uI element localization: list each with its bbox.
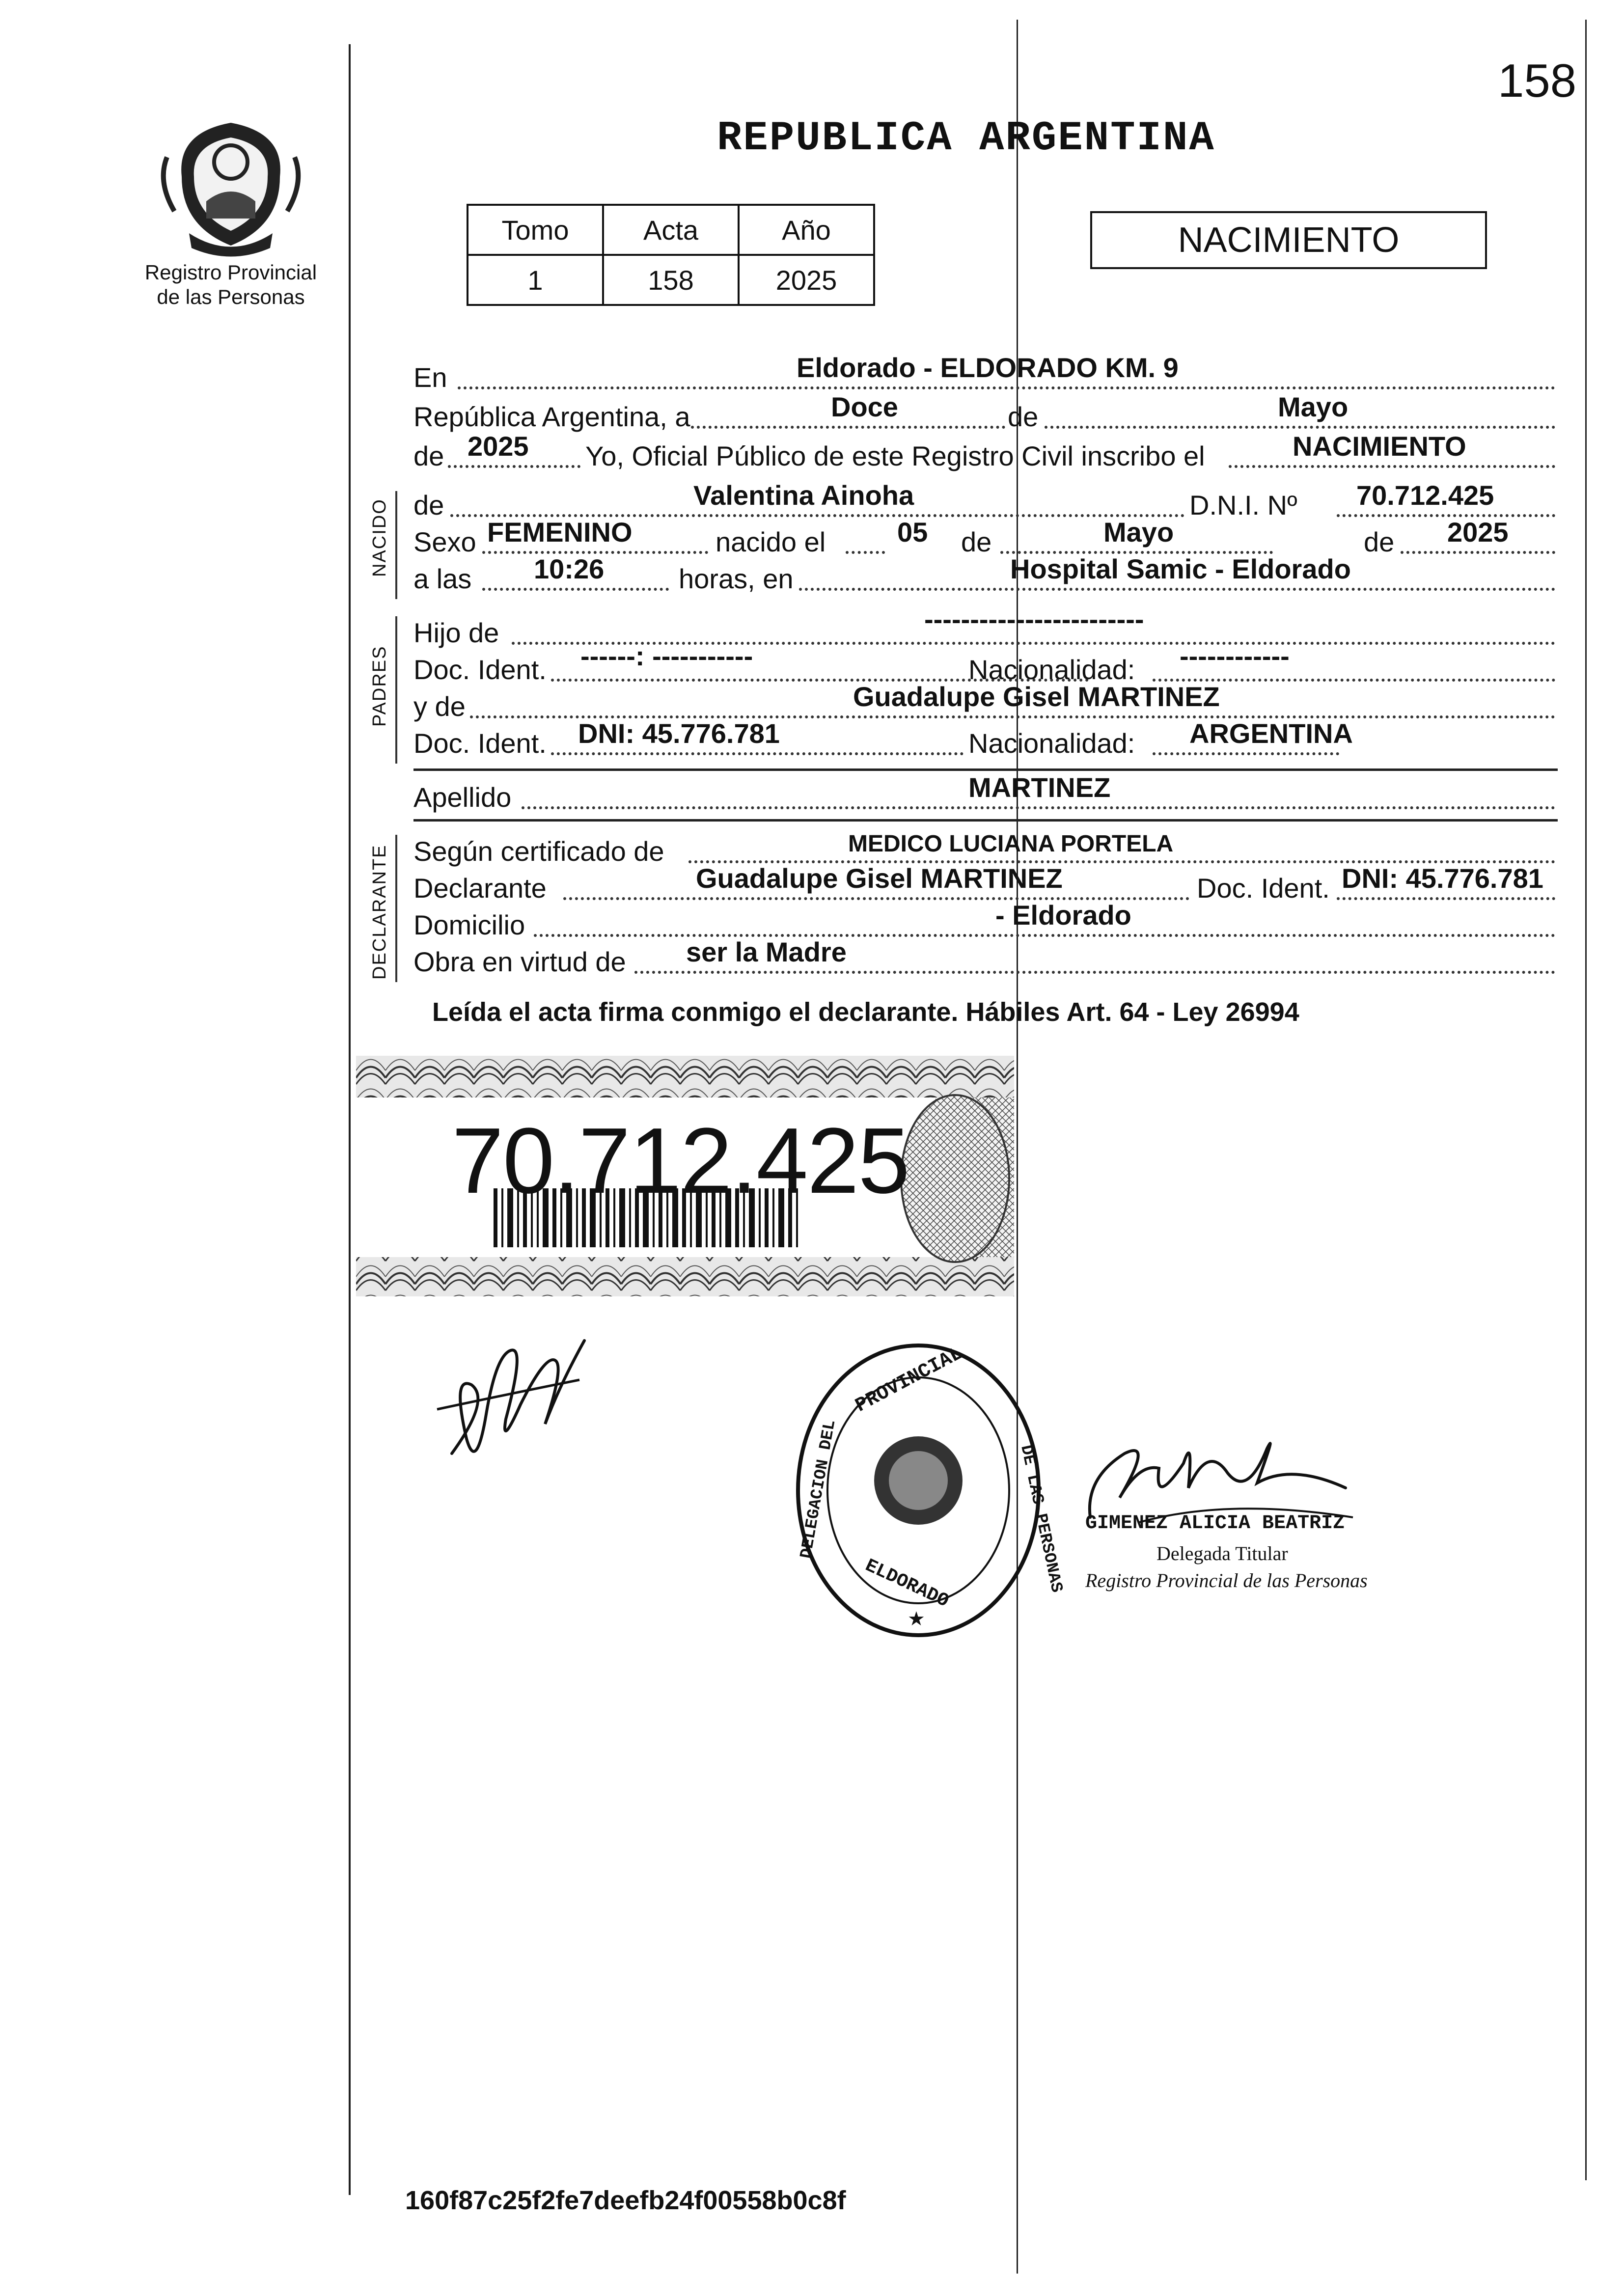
obra-value: ser la Madre — [686, 936, 847, 967]
apellido-value: MARTINEZ — [968, 772, 1111, 803]
row-hora — [413, 553, 1558, 597]
dni-value: 70.712.425 — [1356, 480, 1494, 511]
provincial-seal-logo — [147, 103, 314, 258]
document-hash: 160f87c25f2fe7deefb24f00558b0c8f — [405, 2186, 846, 2215]
registry-table-cell: 158 — [603, 255, 739, 305]
nacido-year: 2025 — [1447, 517, 1509, 548]
official-name: GIMENEZ ALICIA BEATRIZ — [1085, 1512, 1345, 1535]
obra-label: Obra en virtud de — [413, 946, 626, 977]
left-margin-line — [349, 44, 351, 2195]
apellido-label: Apellido — [413, 782, 512, 813]
svg-text:★: ★ — [908, 1608, 925, 1630]
dotted-line — [522, 806, 1555, 809]
dotted-line — [1337, 514, 1555, 517]
official-office: Registro Provincial de las Personas — [1085, 1569, 1368, 1591]
day-value: Doce — [831, 391, 898, 422]
registry-caption-line2: de las Personas — [157, 285, 305, 308]
hijo-value: ------------------------ — [924, 604, 1144, 634]
declarante-value: Guadalupe Gisel MARTINEZ — [696, 863, 1063, 894]
registry-table — [467, 204, 875, 306]
registry-table-header: Acta — [603, 205, 739, 255]
registry-caption — [128, 260, 334, 309]
alas-label: a las — [413, 563, 472, 594]
yo-text: Yo, Oficial Público de este Registro Civil inscribo el — [585, 440, 1205, 471]
apellido-separator — [413, 819, 1558, 822]
de-label: de — [1008, 401, 1039, 432]
section-label-padres: PADRES — [369, 645, 390, 727]
sticker-dni-number: 70.712.425 — [452, 1109, 909, 1213]
row-domicilio — [413, 900, 1558, 943]
en-value: Eldorado - ELDORADO KM. 9 — [797, 352, 1179, 383]
nac1-label: Nacionalidad: — [968, 654, 1135, 685]
row-apellido — [413, 772, 1558, 815]
dni-label: D.N.I. Nº — [1189, 490, 1297, 521]
section-bar-declarante — [395, 835, 397, 982]
doc1-value: ------: ----------- — [580, 640, 753, 671]
doc2-label: Doc. Ident. — [413, 728, 547, 759]
dotted-line — [1401, 551, 1555, 554]
page-number: 158 — [1498, 55, 1577, 107]
nac1-value: ------------ — [1180, 640, 1290, 671]
dotted-line — [1045, 426, 1555, 429]
nacido-de1-label: de — [961, 526, 992, 557]
row-obra — [413, 936, 1558, 980]
document-title: REPUBLICA ARGENTINA — [717, 115, 1215, 162]
row-fecha — [413, 391, 1558, 435]
yde-label: y de — [413, 691, 466, 722]
nac2-value: ARGENTINA — [1189, 718, 1353, 749]
dotted-line — [458, 386, 1555, 389]
dotted-line — [1153, 752, 1339, 755]
nac2-label: Nacionalidad: — [968, 728, 1135, 759]
section-label-declarante: DECLARANTE — [369, 844, 390, 980]
dotted-line — [1229, 465, 1555, 468]
declarant-signature — [432, 1326, 594, 1481]
nacido-de2-label: de — [1364, 526, 1395, 557]
dotted-line — [691, 426, 1005, 429]
svg-text:DE LAS PERSONAS: DE LAS PERSONAS — [1016, 1443, 1066, 1594]
section-bar-padres — [395, 616, 397, 764]
dotted-line — [634, 971, 1555, 974]
padres-separator — [413, 768, 1558, 771]
hora-value: 10:26 — [534, 553, 605, 584]
en-label: En — [413, 362, 447, 393]
row-inscripcion — [413, 431, 1558, 474]
official-title: Delegada Titular — [1156, 1542, 1288, 1564]
yde-value: Guadalupe Gisel MARTINEZ — [853, 681, 1220, 712]
dotted-line — [846, 551, 885, 554]
cert-label: Según certificado de — [413, 836, 664, 867]
nombre-label: de — [413, 490, 444, 521]
registry-table-header: Tomo — [468, 205, 603, 255]
dotted-line — [799, 588, 1555, 591]
row-declarante — [413, 863, 1558, 906]
act-type-box: NACIMIENTO — [1090, 211, 1487, 269]
dotted-line — [551, 752, 963, 755]
domicilio-label: Domicilio — [413, 909, 525, 940]
lugar-value: Hospital Samic - Eldorado — [1010, 553, 1351, 584]
registry-table-cell: 1 — [468, 255, 603, 305]
domicilio-value: - Eldorado — [995, 900, 1131, 931]
registry-table-header-row — [468, 205, 874, 255]
row-doc2 — [413, 718, 1558, 761]
dotted-line — [482, 588, 669, 591]
cert-value: MEDICO LUCIANA PORTELA — [848, 831, 1174, 857]
svg-text:ELDORADO: ELDORADO — [861, 1555, 952, 1612]
declarante-label: Declarante — [413, 873, 547, 904]
registry-table-cell: 2025 — [739, 255, 874, 305]
closing-statement: Leída el acta firma conmigo el declarante. Hábiles Art. 64 - Ley 26994 — [432, 997, 1299, 1027]
doc3-label: Doc. Ident. — [1197, 873, 1330, 904]
nacido-label: nacido el — [716, 526, 826, 557]
svg-text:DELEGACION DEL: DELEGACION DEL — [797, 1418, 840, 1560]
month-value: Mayo — [1278, 391, 1349, 422]
svg-text:PROVINCIAL: PROVINCIAL — [852, 1343, 967, 1418]
row-en — [413, 352, 1558, 395]
section-label-nacido: NACIDO — [369, 498, 390, 577]
section-bar-nacido — [395, 491, 397, 599]
doc3-value: DNI: 45.776.781 — [1342, 863, 1543, 894]
registry-table-value-row — [468, 255, 874, 305]
doc1-label: Doc. Ident. — [413, 654, 547, 685]
nacido-month: Mayo — [1103, 517, 1174, 548]
sexo-value: FEMENINO — [487, 517, 633, 548]
registry-caption-line1: Registro Provincial — [144, 261, 317, 284]
dotted-line — [448, 465, 580, 468]
hijo-label: Hijo de — [413, 617, 499, 648]
horas-label: horas, en — [679, 563, 794, 594]
nombre-value: Valentina Ainoha — [693, 480, 914, 511]
right-margin-line — [1585, 20, 1587, 2180]
registry-table-header: Año — [739, 205, 874, 255]
doc2-value: DNI: 45.776.781 — [578, 718, 780, 749]
sexo-label: Sexo — [413, 526, 476, 557]
year-value: 2025 — [468, 431, 529, 462]
year-prefix-label: de — [413, 440, 444, 471]
registry-office-stamp — [791, 1338, 1066, 1645]
republica-label: República Argentina, a — [413, 401, 690, 432]
dotted-line — [1337, 897, 1555, 900]
nacido-day: 05 — [897, 517, 928, 548]
inscribo-value: NACIMIENTO — [1293, 431, 1466, 462]
